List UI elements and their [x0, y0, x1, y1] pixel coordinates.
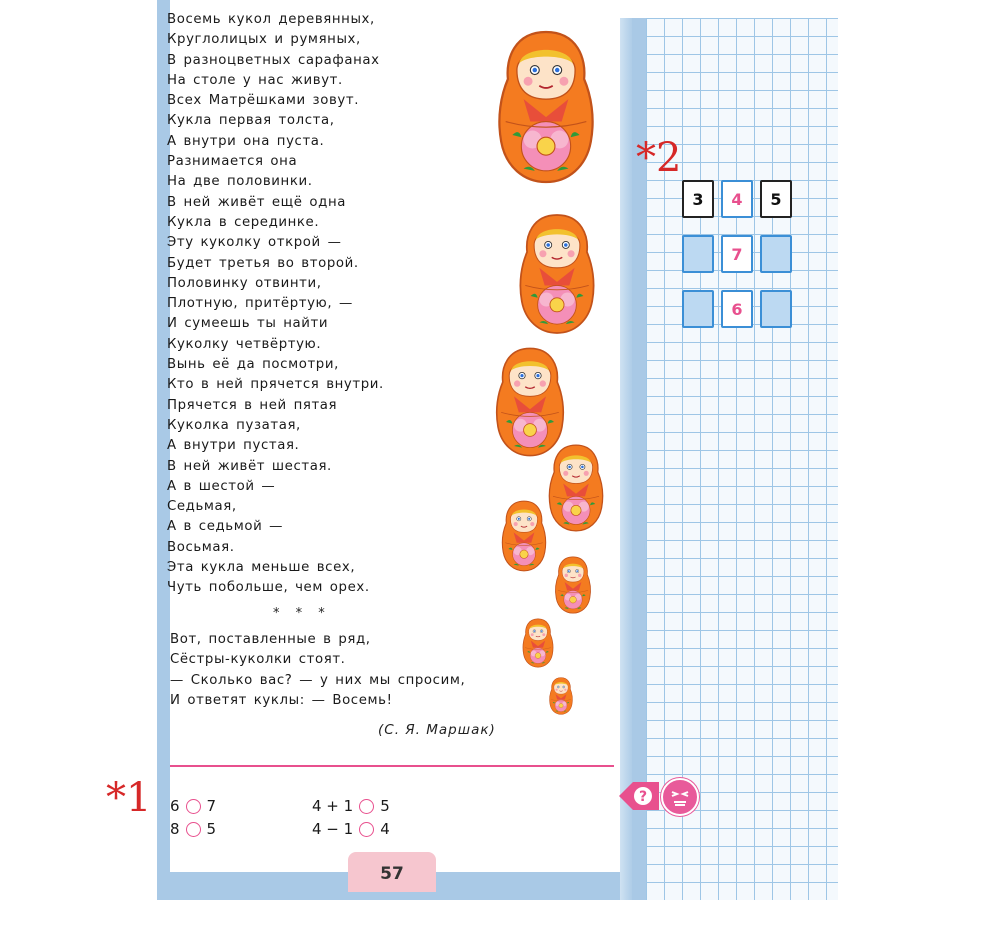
poem-line: И ответят куклы: — Восемь! — [170, 692, 393, 708]
poem-line: Кукла первая толста, — [167, 113, 335, 129]
poem-line: В разноцветных сарафанах — [167, 52, 380, 68]
matryoshka-doll-7 — [520, 616, 556, 670]
poem-line: Восемь кукол деревянных, — [167, 12, 375, 27]
number-cell: 4 — [721, 180, 753, 218]
comparison-row — [312, 797, 390, 815]
poem-line: Прячется в ней пятая — [167, 397, 338, 413]
number-cell: 5 — [760, 180, 792, 218]
poem-line: Кто в ней прячется внутри. — [167, 377, 384, 393]
poem-line: Куколка пузатая, — [167, 417, 301, 433]
matryoshka-doll-6 — [552, 552, 594, 618]
poem-line: Будет третья во второй. — [167, 255, 359, 271]
comparison-circle[interactable] — [359, 822, 374, 837]
poem — [167, 10, 497, 599]
poem-line: А в седьмой — — [167, 519, 284, 535]
poem-line: А внутри пустая. — [167, 438, 300, 454]
matryoshka-doll-1 — [490, 12, 602, 202]
comparison-right: 4 — [380, 820, 390, 838]
poem-line: Восьмая. — [167, 539, 235, 555]
poem-line: На столе у нас живут. — [167, 72, 343, 88]
exercise-2-marker: *2 — [636, 135, 682, 181]
poem-line: А внутри она пуста. — [167, 133, 325, 149]
empty-number-cell[interactable] — [682, 290, 714, 328]
number-cell: 6 — [721, 290, 753, 328]
comparison-right: 5 — [206, 820, 217, 838]
page-number: 57 — [348, 852, 436, 892]
poem-line: Плотную, притёртую, — — [167, 296, 353, 312]
matryoshka-doll-5 — [498, 494, 550, 578]
poem-line: Круглолицых и румяных, — [167, 32, 361, 48]
svg-text:?: ? — [638, 789, 648, 805]
poem-line: Эту куколку открой — — [167, 235, 342, 251]
empty-number-cell[interactable] — [682, 235, 714, 273]
poem-author: (С. Я. Маршак) — [378, 722, 496, 738]
question-icon[interactable] — [619, 780, 659, 812]
poem-line: И сумеешь ты найти — [167, 316, 329, 332]
empty-number-cell[interactable] — [760, 290, 792, 328]
poem-stanza-2 — [170, 630, 510, 711]
poem-line: Вынь её да посмотри, — [167, 357, 339, 373]
poem-line: В ней живёт шестая. — [167, 458, 332, 474]
poem-line: Седьмая, — [167, 499, 237, 515]
empty-number-cell[interactable] — [760, 235, 792, 273]
exercise-1-marker: *1 — [106, 775, 152, 821]
section-divider — [170, 765, 614, 767]
poem-line: Всех Матрёшками зовут. — [167, 93, 360, 109]
poem-line: Вот, поставленные в ряд, — [170, 632, 371, 647]
poem-line: В ней живёт ещё одна — [167, 194, 346, 210]
comparison-right: 7 — [206, 797, 217, 815]
comparison-left: 8 — [170, 820, 180, 838]
poem-line: А в шестой — — [167, 478, 276, 494]
poem-line: Куколку четвёртую. — [167, 336, 322, 352]
number-cell: 3 — [682, 180, 714, 218]
matryoshka-doll-8 — [547, 676, 575, 716]
poem-line: — Сколько вас? — у них мы спросим, — [170, 672, 466, 688]
comparison-left: 6 — [170, 797, 180, 815]
comparison-row — [170, 797, 216, 815]
comparison-right: 5 — [380, 797, 390, 815]
comparison-left: 4 − 1 — [312, 820, 354, 838]
poem-line: Кукла в серединке. — [167, 214, 320, 230]
comparison-left: 4 + 1 — [312, 797, 354, 815]
comparison-circle[interactable] — [186, 799, 201, 814]
poem-line: Половинку отвинти, — [167, 275, 322, 291]
comparison-row — [312, 820, 390, 838]
smiley-face-icon[interactable] — [661, 778, 699, 816]
matryoshka-doll-4 — [544, 438, 608, 538]
matryoshka-doll-2 — [513, 200, 601, 348]
poem-line: Эта кукла меньше всех, — [167, 560, 356, 576]
poem-line: На две половинки. — [167, 174, 313, 190]
comparison-circle[interactable] — [186, 822, 201, 837]
poem-line: Чуть побольше, чем орех. — [167, 580, 370, 596]
comparison-row — [170, 820, 216, 838]
comparison-circle[interactable] — [359, 799, 374, 814]
poem-line: Разнимается она — [167, 154, 298, 170]
stanza-separator: * * * — [273, 606, 331, 621]
number-cell: 7 — [721, 235, 753, 273]
poem-line: Сёстры-куколки стоят. — [170, 652, 346, 668]
